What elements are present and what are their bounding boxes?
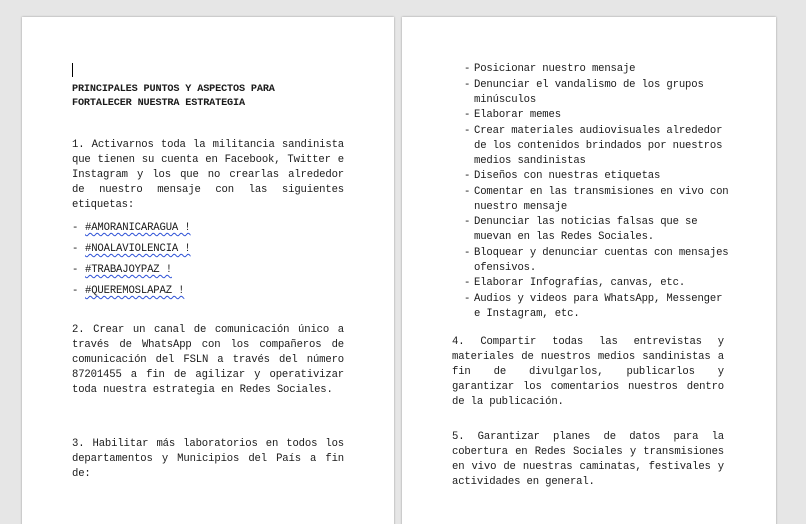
- bullet-item: - Denunciar las noticias falsas que se muevan en las Redes Sociales.: [464, 216, 698, 243]
- hashtag-queremoslapaz: #QUEREMOSLAPAZ !: [85, 285, 185, 297]
- hashtag-trabajoypaz: #TRABAJOYPAZ !: [85, 264, 172, 276]
- document-title: [72, 83, 344, 111]
- hashtag-item: - #TRABAJOYPAZ !: [72, 264, 172, 276]
- bullet-item: - Elaborar Infografías, canvas, etc.: [464, 277, 686, 289]
- hashtag-list: [72, 221, 344, 305]
- point-5-paragraph: 5. Garantizar planes de datos para la cobertura en Redes Sociales y transmisiones en vivo de nuestras caminatas, festivales y actividades en general.: [452, 431, 724, 488]
- bullet-item: - Bloquear y denunciar cuentas con mensajes ofensivos.: [464, 246, 729, 274]
- hashtag-item: - #NOALAVIOLENCIA !: [72, 243, 191, 255]
- document-page-left[interactable]: [22, 17, 394, 524]
- hashtag-noalaviolencia: #NOALAVIOLENCIA !: [85, 243, 191, 255]
- point-2-paragraph: 2. Crear un canal de comunicación único a través de WhatsApp con los compañeros de comunicación del FSLN a través del número 87201455 a fin de agilizar y operativizar toda nuestra estrategia en Redes Sociales.: [72, 324, 344, 396]
- bullet-item: - Denunciar el vandalismo de los grupos minúsculos: [464, 78, 704, 106]
- hashtag-item: - #AMORANICARAGUA !: [72, 222, 191, 234]
- document-page-right[interactable]: [402, 17, 776, 524]
- point-3-paragraph: 3. Habilitar más laboratorios en todos los departamentos y Municipios del País a fin de:: [72, 438, 344, 480]
- bullet-item: - Comentar en las transmisiones en vivo con nuestro mensaje: [464, 185, 729, 213]
- action-bullet-list: [464, 62, 734, 322]
- bullet-item: - Elaborar memes: [464, 109, 561, 121]
- bullet-item: - Audios y videos para WhatsApp, Messenger e Instagram, etc.: [464, 292, 723, 320]
- hashtag-item: - #QUEREMOSLAPAZ !: [72, 285, 185, 297]
- hashtag-amoranicaragua: #AMORANICARAGUA !: [85, 222, 191, 234]
- bullet-item: - Diseños con nuestras etiquetas: [464, 170, 661, 182]
- bullet-item: - Crear materiales audiovisuales alrededor de los contenidos brindados por nuestros medios sandinistas: [464, 124, 723, 167]
- point-4-paragraph: 4. Compartir todas las entrevistas y materiales de nuestros medios sandinistas a fin de divulgarlos, publicarlos y garantizar los comentarios nuestros dentro de la publicación.: [452, 336, 724, 408]
- bullet-item: - Posicionar nuestro mensaje: [464, 63, 636, 75]
- title-line-1: PRINCIPALES PUNTOS Y ASPECTOS PARA: [72, 84, 275, 95]
- point-1-paragraph: 1. Activarnos toda la militancia sandinista que tienen su cuenta en Facebook, Twitter e Instagram y los que no crearlas alrededor de nuestro mensaje con las siguientes etiquetas:: [72, 139, 344, 211]
- text-cursor: [72, 63, 73, 77]
- title-line-2: FORTALECER NUESTRA ESTRATEGIA: [72, 98, 245, 109]
